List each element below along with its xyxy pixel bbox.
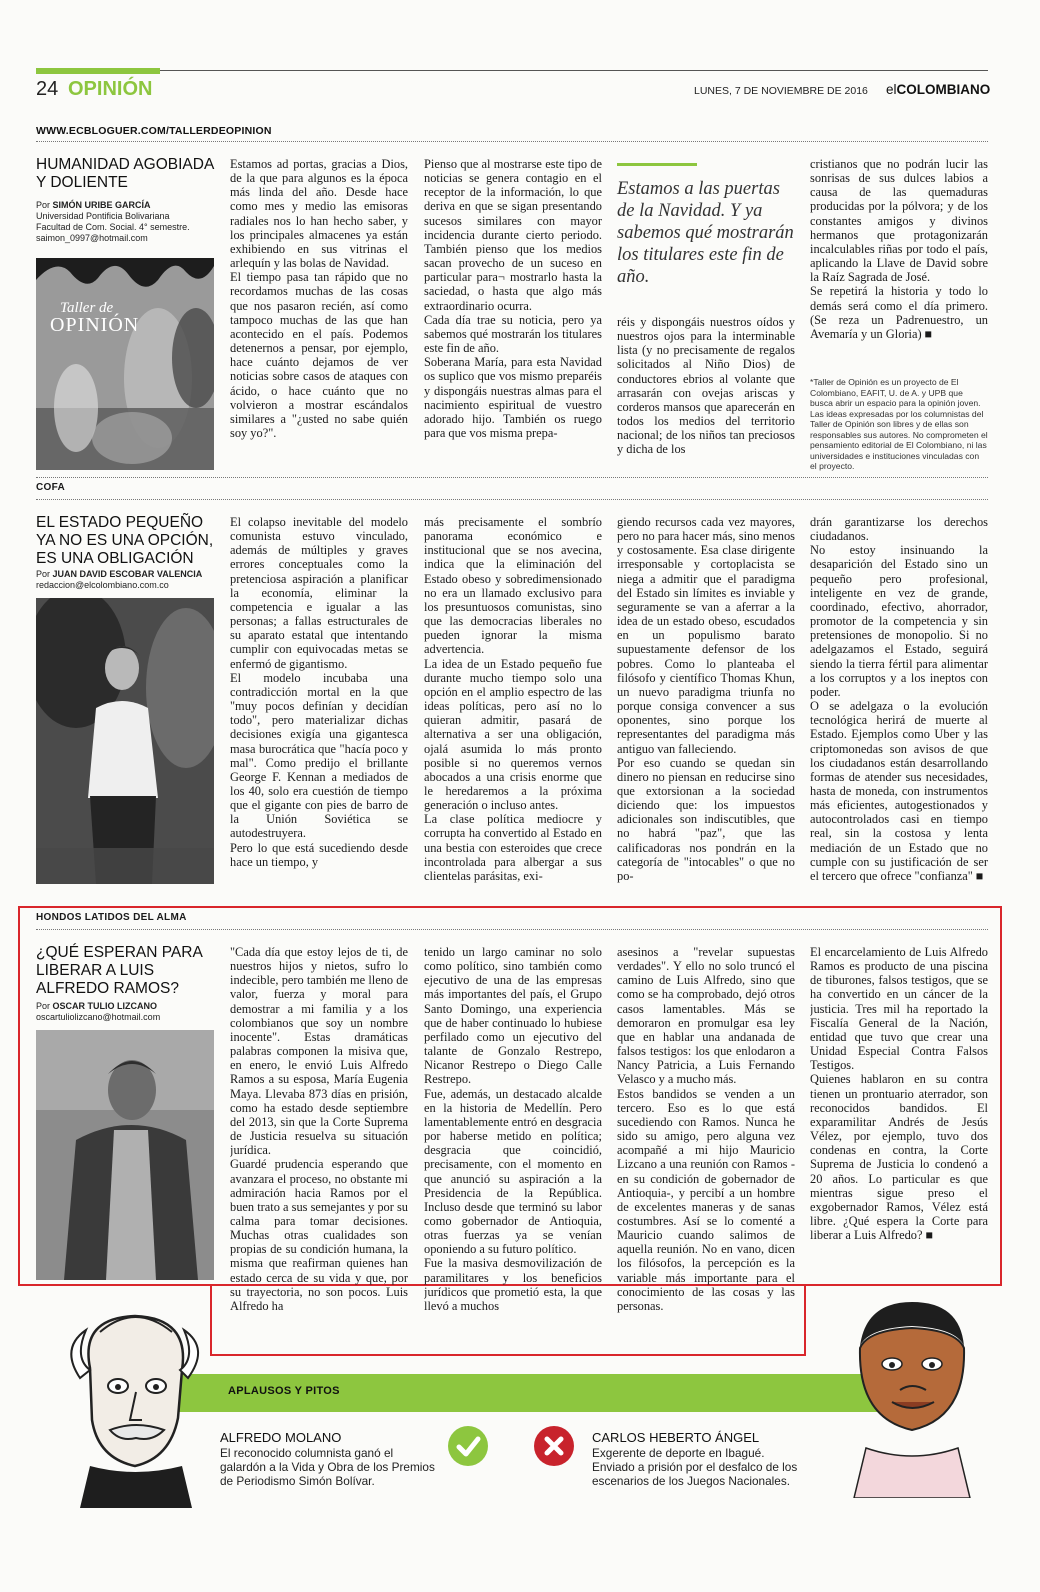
cross-mark-glyph [534, 1426, 574, 1466]
angel-caricature [836, 1298, 986, 1498]
article2-title: EL ESTADO PEQUEÑO YA NO ES UNA OPCIÓN, ES UNA OBLIGACIÓN [36, 514, 214, 567]
article3-author: OSCAR TULIO LIZCANO [52, 1001, 158, 1011]
article3-kicker: HONDOS LATIDOS DEL ALMA [36, 912, 187, 923]
check-icon [448, 1426, 488, 1466]
article2-email: redaccion@elcolombiano.com.co [36, 580, 169, 590]
newspaper-logo [886, 82, 990, 97]
masthead-accent-bar [36, 68, 160, 74]
article3-column-3: asesinos a "revelar supuestas verdades". Y ello no solo truncó el camino de Luis Alfredo, sino que como se ha comprobado, dejó otros casos lamentables. Más se demoraron en promulgar esa ley que en hablar una andanada de falsos testigos: los que enlodaron a Nancy Patricia, a Luis Fernando Velasco y a mucho más. Estos bandidos se venden a un tercero. Eso es lo que está sucediendo con Ramos. Nunca he sido su amigo, pero alguna vez acompañé a mi hijo Mauricio Lizcano a una reunión con Ramos -en su condición de gobernador de Antioquia-, y percibí a un hombre de excelentes maneras y de sanas costumbres. Así se lo comenté a Mauricio cuando salimos de aquella reunión. No en vano, dicen los filósofos, la percepción es la variable más importante para el conocimiento de las cosas y las personas. [617, 945, 795, 1313]
molano-caricature [60, 1308, 210, 1508]
article2-kicker: COFA [36, 482, 65, 493]
aplausos-label: APLAUSOS Y PITOS [228, 1385, 340, 1397]
article3-column-1: "Cada día que estoy lejos de ti, de nuestros hijos y nietos, sufro lo indecible, pero también me lleno de valor, fuerza y moral para demostrar a mi familia y a los colombianos que soy un nombre inocente". Estas dramáticas palabras componen la misiva que, en enero, le envió Luis Alfredo Ramos a su esposa, María Eugenia Maya. Llevaba 873 días en prisión, como ha estado desde septiembre del 2013, sin que la Corte Suprema de Justicia resuelva su situación jurídica. Guardé prudencia esperando que avanzara el proceso, no obstante mi admiración hacia Ramos por el buen trato a sus semejantes y por su calma para tomar decisiones. Muchas otras cualidades son propias de su condición humana, la misma que reafirman quienes han estado cerca de su vida y que, por su trayectoria, no son pocos. Luis Alfredo ha [230, 945, 408, 1313]
blog-url[interactable]: WWW.ECBLOGUER.COM/TALLERDEOPINION [36, 125, 272, 137]
taller-photo-illustration [36, 258, 214, 470]
check-mark-glyph [448, 1426, 488, 1466]
article1-byline: Por SIMÓN URIBE GARCÍA [36, 200, 151, 210]
pito-text: Exgerente de deporte en Ibagué. Enviado a prisión por el desfalco de los escenarios de los Juegos Nacionales. [592, 1446, 798, 1488]
article2-author-photo [36, 598, 214, 884]
molano-caricature-icon [60, 1308, 210, 1508]
article3-byline: Por OSCAR TULIO LIZCANO [36, 1001, 158, 1011]
logo-prefix: el [886, 82, 897, 97]
taller-logo-line2: OPINIÓN [50, 314, 140, 336]
article2-author: JUAN DAVID ESCOBAR VALENCIA [52, 569, 203, 579]
article1-title: HUMANIDAD AGOBIADA Y DOLIENTE [36, 156, 214, 191]
article1-author: SIMÓN URIBE GARCÍA [52, 200, 151, 210]
article1-column-2: Pienso que al mostrarse este tipo de noticias se genera contagio en el receptor de la información, lo que deriva en que se sigan presentando sucesos similares con mayor incidencia durante cierto periodo. También pienso que los medios sacan provecho de un suceso en particular para¬ mostrarlo hasta la saciedad, o hasta que algo más extraordinario ocurra. Cada día trae su noticia, pero ya sabemos qué mostrarán los titulares este fin de año. Soberana María, para esta Navidad os suplico que vos mismo preparéis y dispongáis nuestras almas para el nacimiento espiritual de vuestro adorado hijo. También os ruego para que vos misma prepa- [424, 157, 602, 440]
taller-opinion-logo-image [36, 258, 214, 470]
article3-kicker-rule [36, 929, 988, 930]
article3-title: ¿QUÉ ESPERAN PARA LIBERAR A LUIS ALFREDO RAMOS? [36, 944, 202, 997]
author-portrait-illustration [36, 598, 214, 884]
article3-column-2: tenido un largo caminar no solo como político, sino también como ejecutivo de una de las empresas más importantes del país, el Grupo Santo Domingo, una experiencia que de haber continuado lo hubiese perfilado como un ejecutivo del talante de Gonzalo Restrepo, Nicanor Restrepo o Diego Calle Restrepo. Fue, además, un destacado alcalde en la historia de Medellín. Pero lamentablemente entró en desgracia por haberse metido en política; desgracia que coincidió, precisamente, con el momento en que anunció su aspiración a la Presidencia de la República. Incluso desde que terminó su labor como gobernador de Antioquia, otras fuerzas ya se venían oponiendo a su futuro político. Fue la masiva desmovilización de paramilitares y los beneficios jurídicos que prometió esta, la que llevó a muchos [424, 945, 602, 1313]
article2-byline: Por JUAN DAVID ESCOBAR VALENCIA [36, 569, 203, 579]
taller-logo-line1: Taller de [60, 300, 114, 316]
pull-quote-accent [617, 163, 697, 166]
angel-caricature-icon [836, 1298, 986, 1498]
article2-column-1: El colapso inevitable del modelo comunista estuvo vinculado, además de múltiples y graves errores conceptuales como la pretenciosa aspiración a planificar la economía, eliminar la competencia e igualar a las personas; a fallas estructurales de su aparato estatal que intentando cumplir con equivocadas metas se enfermó de gigantismo. El modelo incubaba una contradicción mortal en la que "muy pocos definían y decidían todo", pero materializar dichas decisiones exigía una gigantesca masa burocrática que "hacía poco y mal". Como predijo el brillante George F. Kennan a mediados de los 40, solo era cuestión de tiempo que el gigante con pies de barro de la Unión Soviética se autodestruyera. Pero lo que está sucediendo desde hace un tiempo, y [230, 515, 408, 869]
article1-column-1: Estamos ad portas, gracias a Dios, de la que para algunos es la época más linda del año. Desde hace como mes y medio las emisoras radiales nos lo han hecho saber, y los principales almacenes ya están exhibiendo en sus vitrinas el arlequín y las bolas de Navidad. El tiempo pasa tan rápido que no recordamos muchas de las cosas que nos pasaron recién, así como tampoco muchas de las que han acontecido en el país. Podemos detenernos a pensar, por ejemplo, hace cuánto dejamos de ver noticias sobre casos de ataques con ácido, o hace cuánto que no volvieron a mostrar escándalos similares a "¿usted no sabe quién soy yo?". [230, 157, 408, 440]
article1-column-3: réis y dispongáis nuestros oídos y nuestros ojos para la interminable lista (y no precisamente de regalos solicitados al Niño Dios) de conductores ebrios al volante que arrasarán con ovejas ariscas y corderos mansos que aparecerán en todos los medios del territorio nacional; de los niños tan preciosos y dicha de los [617, 315, 795, 457]
logo-name: COLOMBIANO [896, 82, 991, 97]
cross-icon [534, 1426, 574, 1466]
article1-column-4: cristianos que no podrán lucir las sonrisas de sus dulces labios a causa de las quemaduras producidas por la pólvora; y de los constantes amigos y divinos hermanos que protagonizarán incalculables riñas por todo el país, aplicando la Llave de David sobre la Raíz Sagrada de José. Se repetirá la historia y todo lo demás será como el día primero. (Se reza un Padrenuestro, un Avemaría y un Gloria) ■ [810, 157, 988, 341]
section-title: OPINIÓN [68, 78, 153, 100]
issue-date: LUNES, 7 DE NOVIEMBRE DE 2016 [694, 85, 868, 97]
article3-email: oscartuliolizcano@hotmail.com [36, 1012, 161, 1022]
article2-kicker-rule [36, 499, 988, 500]
article1-bottom-rule [36, 477, 988, 478]
aplauso-text: El reconocido columnista ganó el galardón a la Vida y Obra de los Premios de Periodismo Simón Bolívar. [220, 1446, 435, 1488]
aplauso-name: ALFREDO MOLANO [220, 1430, 342, 1445]
article1-pull-quote: Estamos a las puertas de la Navidad. Y ya sabemos qué mostrarán los titulares este fin de año. [617, 179, 794, 287]
ramos-portrait-illustration [36, 1030, 214, 1280]
page-number: 24 [36, 78, 59, 100]
pito-name: CARLOS HEBERTO ÁNGEL [592, 1430, 760, 1445]
url-rule [36, 141, 988, 142]
article2-column-2: más precisamente el sombrío panorama económico e institucional que se nos avecina, indica que la eliminación del Estado obeso y sobredimensionado no era un llamado exclusivo para los presuntuosos comunistas, sino que las democracias liberales no pueden ignorar la misma advertencia. La idea de un Estado pequeño fue durante mucho tiempo solo una opción en el amplio espectro de las ideas políticas, pero así no lo quieran admitir, pasará de alternativa a ser una obligación, ojalá asumida lo más pronto posible si no queremos vernos abocados a una crisis enorme que le heredaremos a la próxima generación o incluso antes. La clase política mediocre y corrupta ha convertido al Estado en una bestia con esteroides que crece incontrolada para albergar a sus clientelas parásitas, exi- [424, 515, 602, 883]
article1-affiliation: Universidad Pontificia Bolivariana Facultad de Com. Social. 4° semestre. saimon_0997@hotmail.com [36, 211, 190, 243]
masthead-rule [160, 70, 988, 71]
article2-column-4: drán garantizarse los derechos ciudadanos. No estoy insinuando la desaparición del Estado sino un pequeño pero profesional, inteligente en vez de grande, coordinado, efectivo, ahorrador, promotor de la competencia y sin pretensiones de monopolio. Si no adelgazamos el Estado, seguirá siendo la tierra fértil para alimentar a los corruptos y a los ineptos con poder. O se adelgaza o la evolución tecnológica herirá de muerte al Estado. Ejemplos como Uber y las criptomonedas son avisos de que los ciudadanos están desarrollando formas de atender sus necesidades, hasta de moneda, con instrumentos más eficientes, autogestionados y autocontrolados casi en tiempo real, sin la costosa y lenta mediación de un Estado que no cumple con su justificación de ser el tercero que ofrece "confianza" ■ [810, 515, 988, 883]
article2-column-3: giendo recursos cada vez mayores, pero no para hacer más, sino menos y costosamente. Esa clase dirigente irresponsable y cortoplacista se niega a admitir que el paradigma del Estado sin límites es inviable y seguramente se van a aferrar a la idea de un estado obeso, escudados en un populismo barato supuestamente defensor de los pobres. Como lo planteaba el filósofo y científico Thomas Khun, un nuevo paradigma triunfa no porque consiga convencer a sus oponentes, sino porque los representantes del paradigma más antiguo van falleciendo. Por eso cuando se quedan sin dinero no piensan en reducirse sino que extorsionan a la sociedad diciendo que: los impuestos adicionales son indiscutibles, que no habrá "paz", que las calificadoras nos pondrán en la categoría de "intocables" o que no po- [617, 515, 795, 883]
article3-column-4: El encarcelamiento de Luis Alfredo Ramos es producto de una piscina de tiburones, falsos testigos, que se ha convertido en un cáncer de la justicia. Tres mil ha reportado la Fiscalía General de la Nación, entidad que tuvo que crear una Unidad Especial Contra Falsos Testigos. Quienes hablaron en su contra tienen un prontuario aterrador, son reconocidos bandidos. El exparamilitar Andrés de Jesús Vélez, por ejemplo, tuvo dos condenas en contra, la Corte Suprema de Justicia lo condenó a 20 años. Lo particular es que mientras sigue preso el exgobernador Ramos, Vélez está libre. ¿Qué espera la Corte para liberar a Luis Alfredo? ■ [810, 945, 988, 1243]
luis-alfredo-ramos-photo [36, 1030, 214, 1280]
article1-footnote: *Taller de Opinión es un proyecto de El Colombiano, EAFIT, U. de A. y UPB que busca abrir un espacio para la opinión joven. Las ideas expresadas por los columnistas del Taller de Opinión son libres y de ellas son responsables sus autores. No comprometen el pensamiento editorial de El Colombiano, ni las universidades e instituciones vinculadas con el proyecto. [810, 377, 988, 471]
